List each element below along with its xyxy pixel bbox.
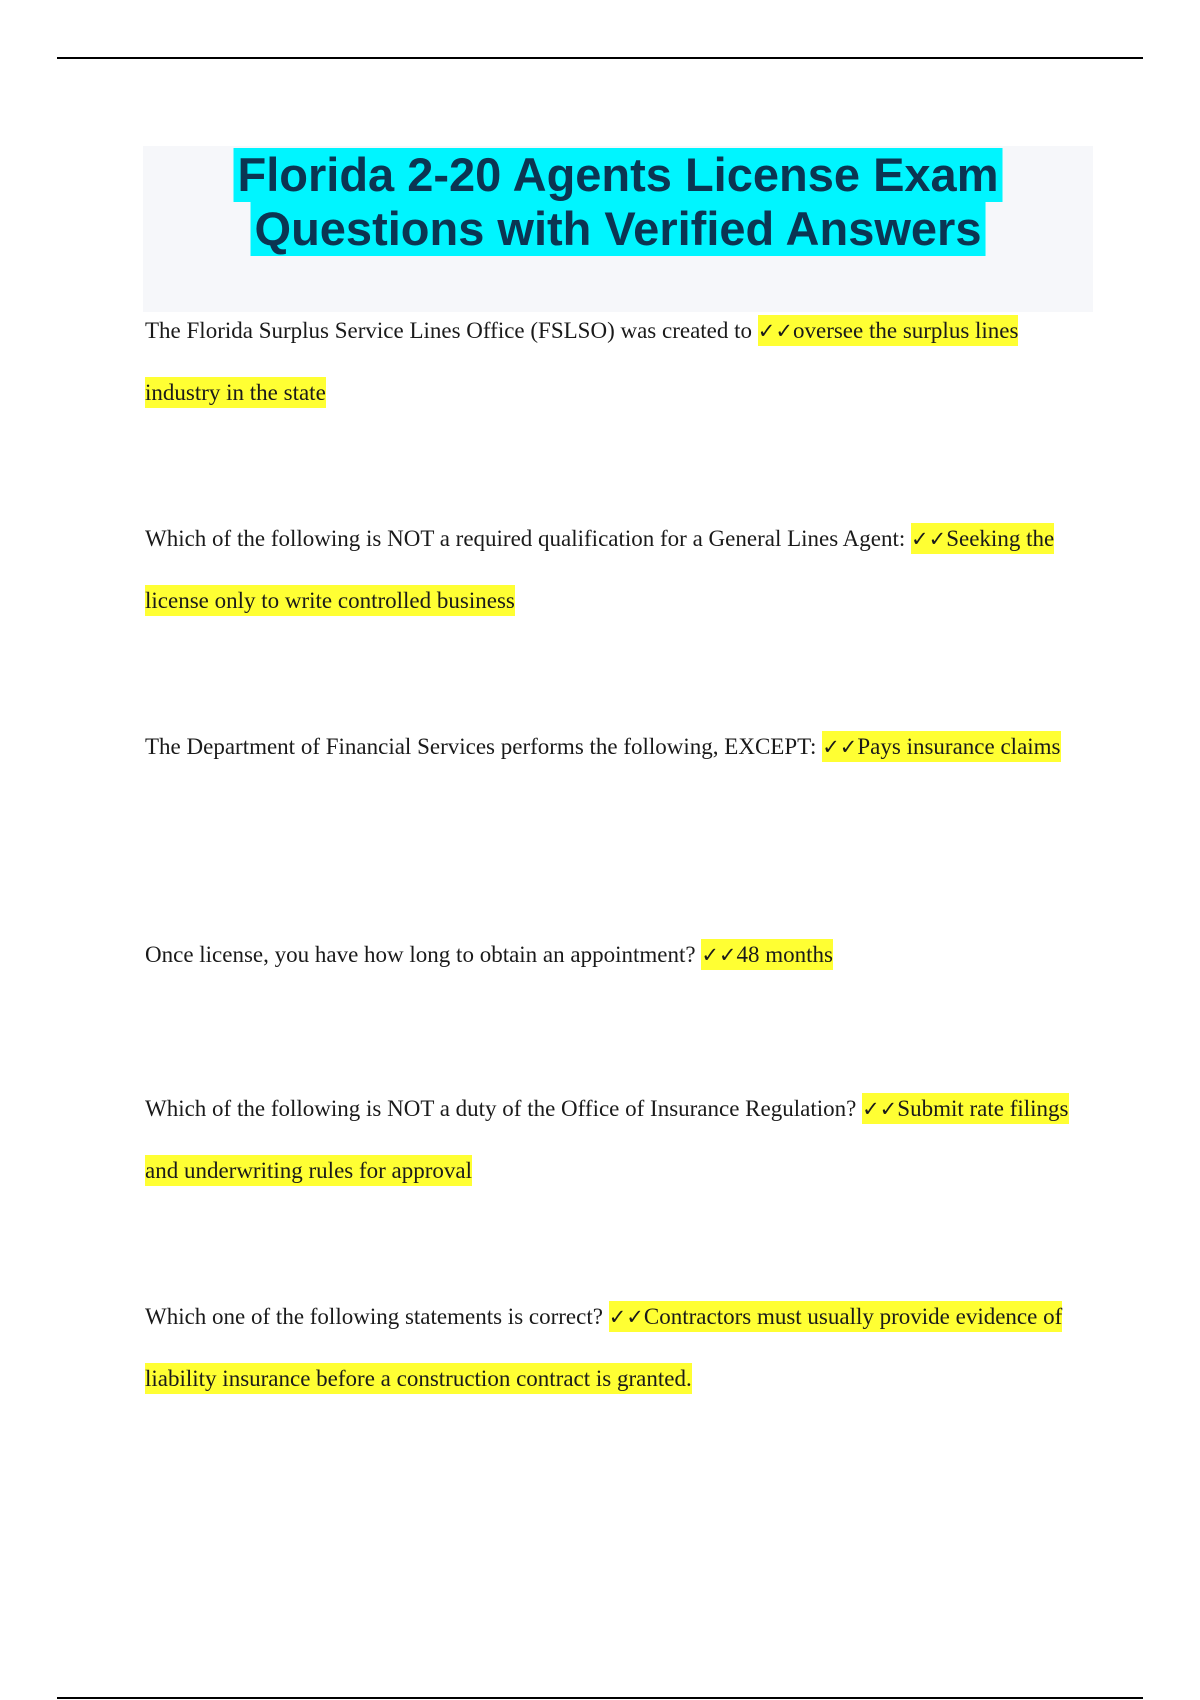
answer-value: Pays insurance claims — [857, 734, 1061, 759]
question-text: The Florida Surplus Service Lines Office (FSLSO) was created to — [145, 318, 758, 343]
double-check-icon: ✓✓ — [608, 1305, 644, 1329]
qa-item-2 — [145, 508, 1095, 631]
double-check-icon: ✓✓ — [822, 735, 858, 759]
double-check-icon: ✓✓ — [701, 943, 737, 967]
double-check-icon: ✓✓ — [757, 319, 793, 343]
document-title-line-1: Florida 2-20 Agents License Exam — [234, 148, 1003, 202]
double-check-icon: ✓✓ — [862, 1097, 898, 1121]
answer-value: Submit rate filings and underwriting rules for approval — [145, 1096, 1069, 1183]
question-text: Which of the following is NOT a duty of the Office of Insurance Regulation? — [145, 1096, 863, 1121]
question-text: Which of the following is NOT a required qualification for a General Lines Agent: — [145, 526, 912, 551]
question-text: The Department of Financial Services performs the following, EXCEPT: — [145, 734, 823, 759]
question-text: Once license, you have how long to obtain an appointment? — [145, 942, 702, 967]
qa-item-3 — [145, 716, 1095, 778]
question-text: Which one of the following statements is correct? — [145, 1304, 609, 1329]
title-block — [143, 146, 1093, 312]
qa-item-4 — [145, 924, 1095, 986]
answer-text — [701, 939, 833, 970]
qa-item-1 — [145, 300, 1095, 423]
answer-value: oversee the surplus lines industry in the state — [145, 318, 1019, 405]
bottom-rule — [57, 1697, 1143, 1699]
double-check-icon: ✓✓ — [911, 527, 947, 551]
qa-item-5 — [145, 1078, 1095, 1201]
answer-value: Contractors must usually provide evidence of liability insurance before a construction contract is granted. — [145, 1304, 1063, 1391]
answer-value: 48 months — [736, 942, 834, 967]
answer-text — [822, 731, 1060, 762]
document-title-line-2: Questions with Verified Answers — [251, 202, 986, 256]
qa-item-6 — [145, 1286, 1095, 1409]
answer-value: Seeking the license only to write controlled business — [145, 526, 1055, 613]
top-rule — [57, 57, 1143, 59]
